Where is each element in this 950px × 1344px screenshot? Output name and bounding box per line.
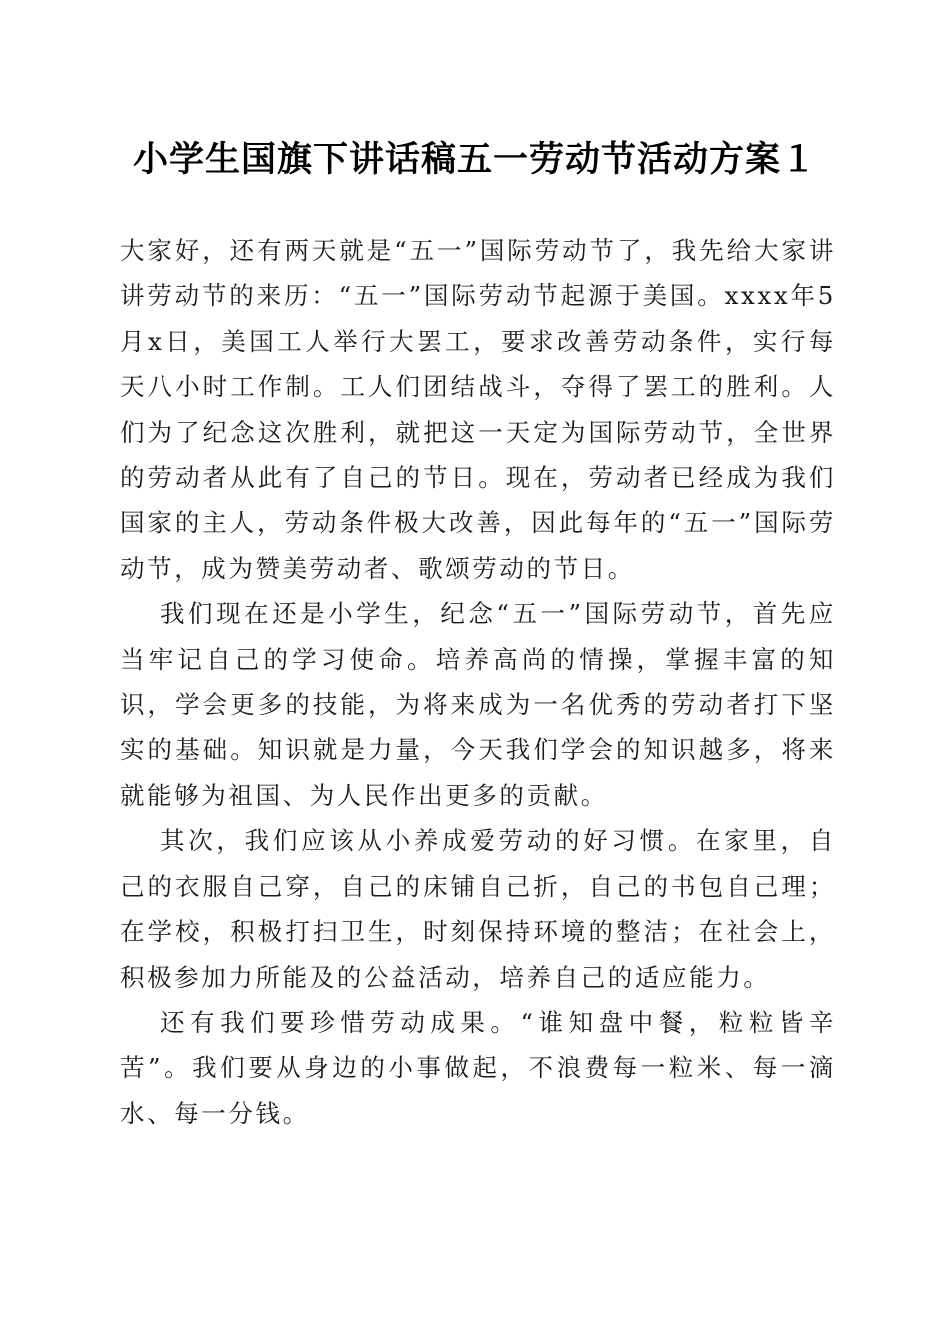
document-title: 小学生国旗下讲话稿五一劳动节活动方案１ [132,139,817,180]
paragraph-labor-habits: 其次，我们应该从小养成爱劳动的好习惯。在家里，自己的衣服自己穿，自己的床铺自己折，自己的书包自己理；在学校，积极打扫卫生，时刻保持环境的整洁；在社会上，积极参加力所能及的公益活动，培养自己的适应能力。 [120,826,836,992]
paragraph-greeting: 大家好，还有两天就是“五一”国际劳动节了，我先给大家讲讲劳动节的来历：“五一”国际劳动节起源于美国。xxxx年5月x日，美国工人举行大罢工，要求改善劳动条件，实行每天八小时工作制。工人们团结战斗，夺得了罢工的胜利。人们为了纪念这次胜利，就把这一天定为国际劳动节，全世界的劳动者从此有了自己的节日。现在，劳动者已经成为我们国家的主人，劳动条件极大改善，因此每年的“五一”国际劳动节，成为赞美劳动者、歌颂劳动的节日。 [120,236,836,583]
paragraph-cherish-results: 还有我们要珍惜劳动成果。“谁知盘中餐，粒粒皆辛苦”。我们要从身边的小事做起，不浪费每一粒米、每一滴水、每一分钱。 [120,1007,836,1128]
document-body [120,228,836,1136]
paragraph-study-mission: 我们现在还是小学生，纪念“五一”国际劳动节，首先应当牢记自己的学习使命。培养高尚的情操，掌握丰富的知识，学会更多的技能，为将来成为一名优秀的劳动者打下坚实的基础。知识就是力量，今天我们学会的知识越多，将来就能够为祖国、为人民作出更多的贡献。 [120,599,836,810]
